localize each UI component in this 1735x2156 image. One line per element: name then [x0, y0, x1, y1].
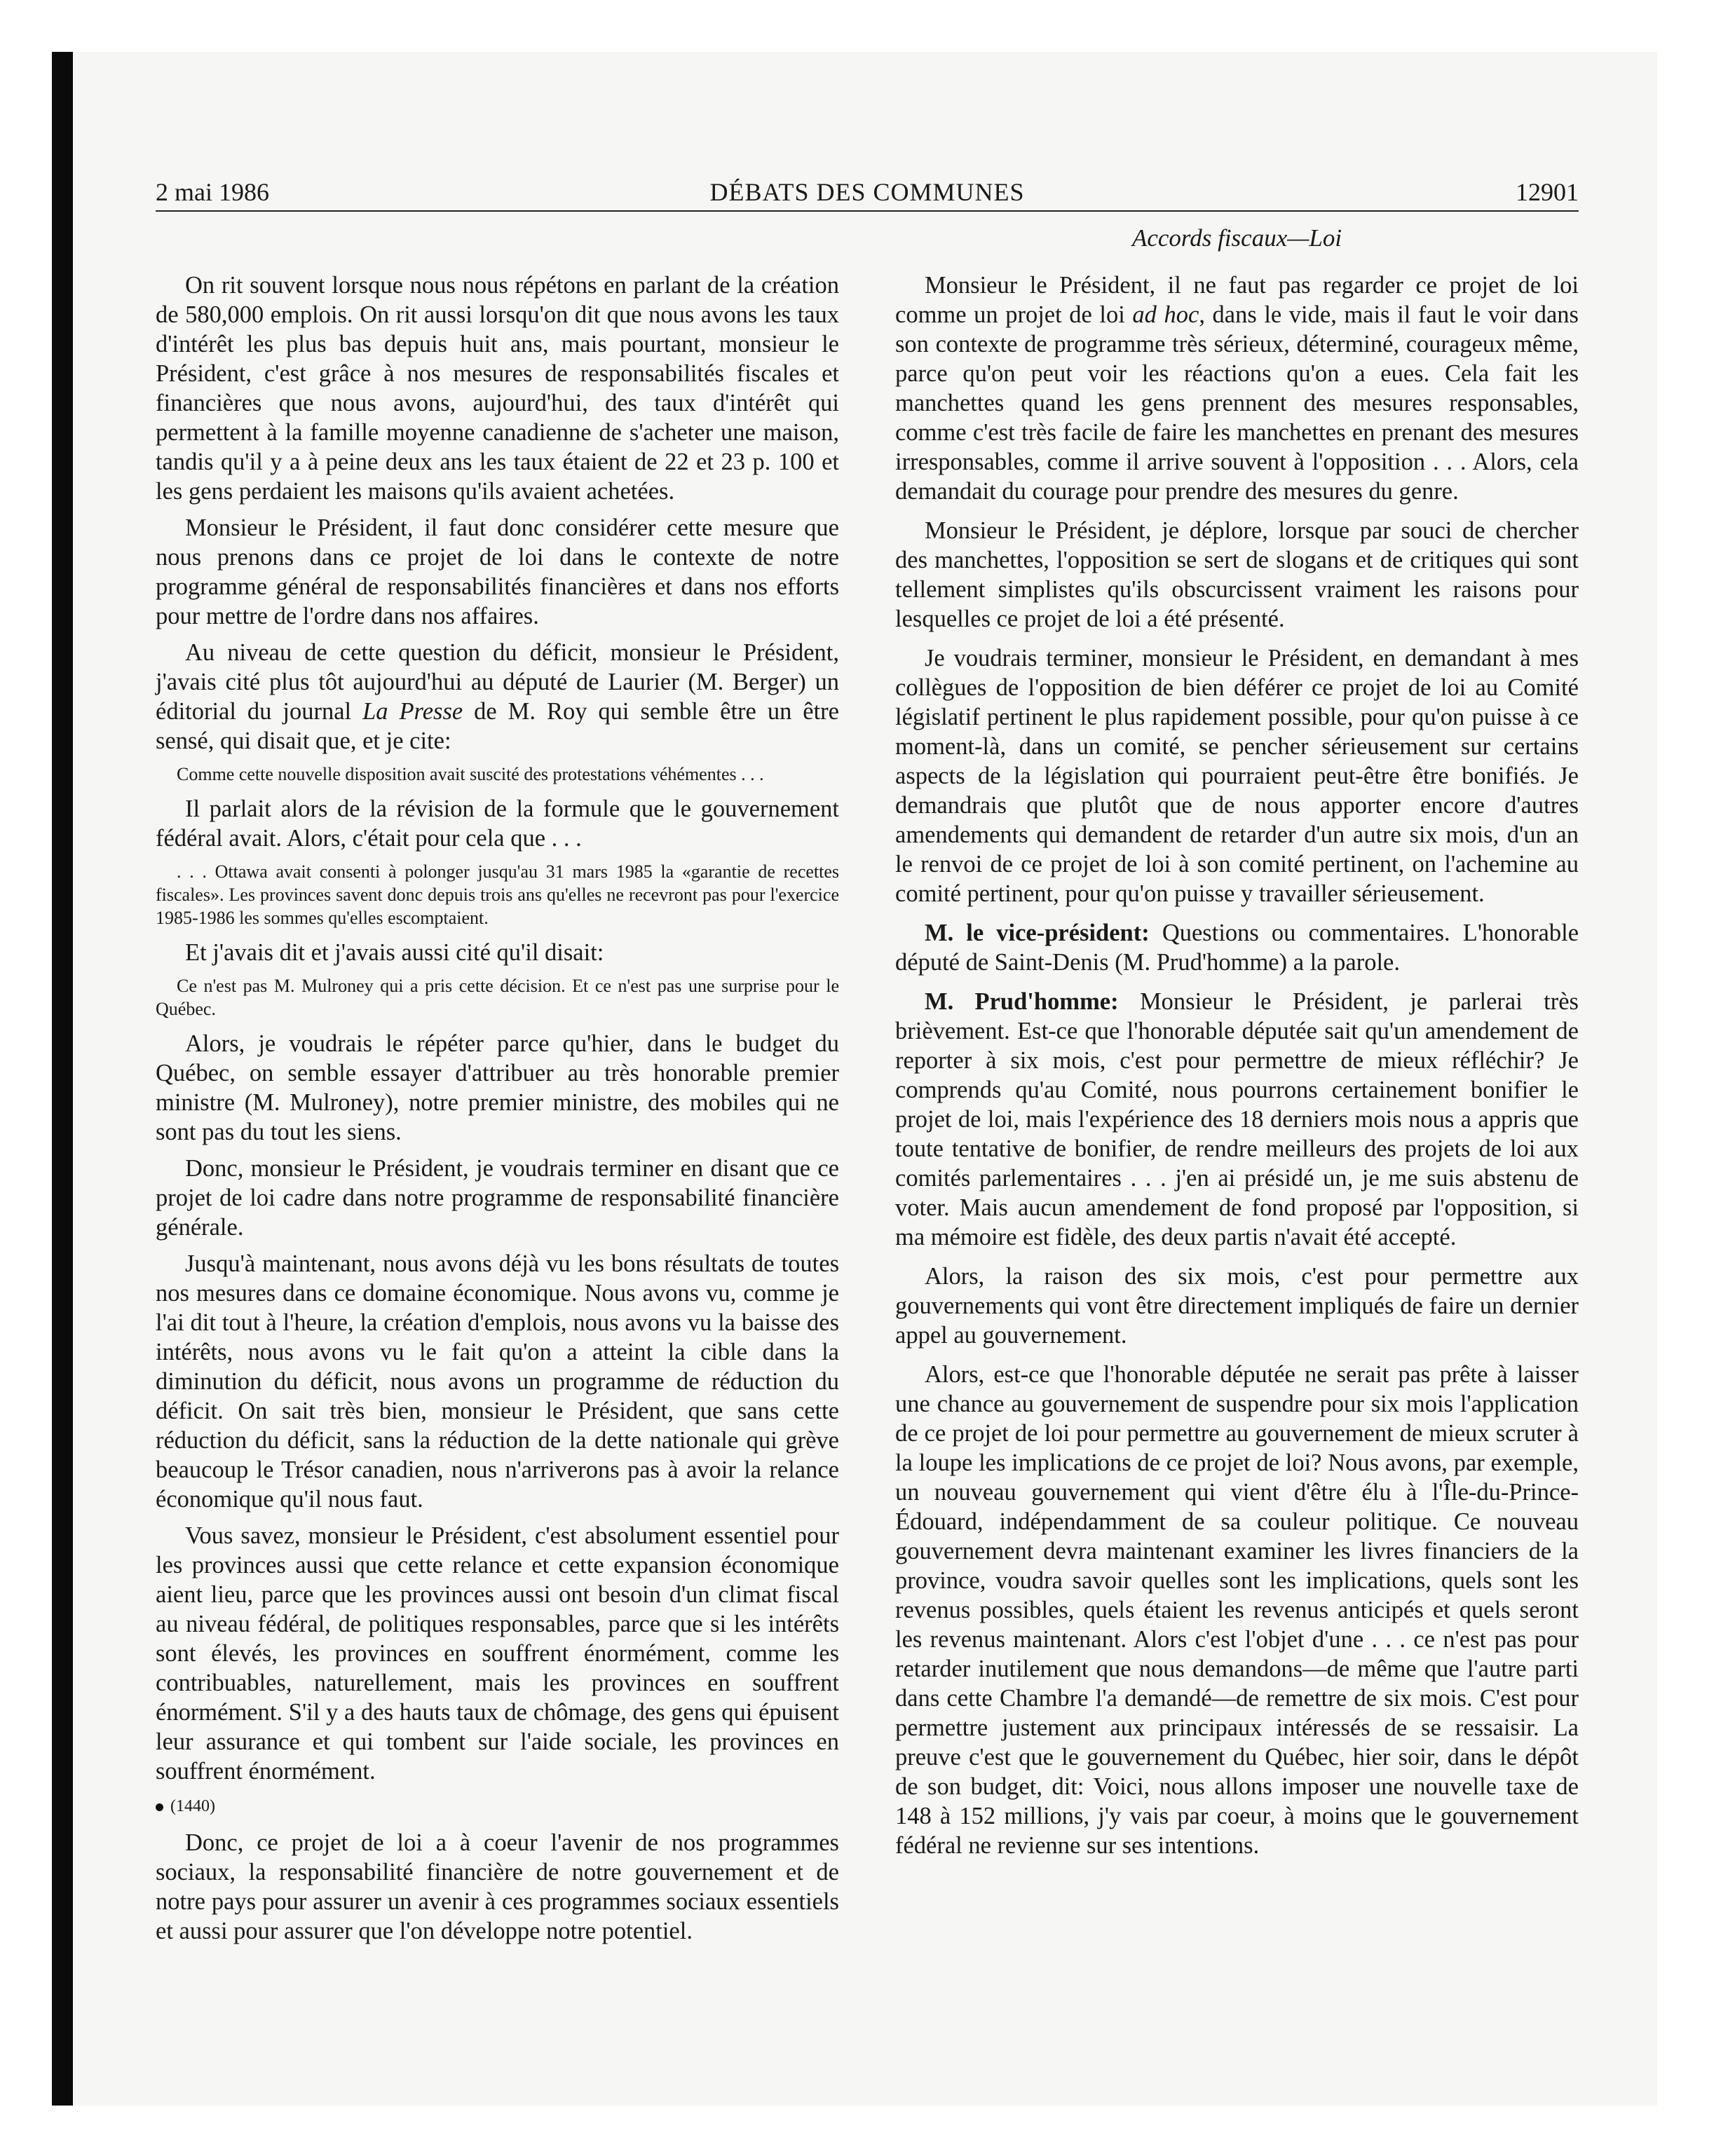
header-date: 2 mai 1986 — [156, 178, 269, 206]
paragraph: Il parlait alors de la révision de la formule que le gouvernement fédéral avait. Alors, c'était pour cela que . . . — [156, 796, 839, 852]
paragraph: Et j'avais dit et j'avais aussi cité qu'il disait: — [185, 939, 604, 966]
paragraph: On rit souvent lorsque nous nous répétons en parlant de la création de 580,000 emplois. On rit aussi lorsqu'on dit que nous avons les taux d'intérêt les plus bas depuis huit ans, mais pourtant, monsieur le Président, c'est grâce à nos mesures de responsabilités fiscales et financières que nous avons, aujourd'hui, des taux d'intérêt qui permettent à la famille moyenne canadienne de s'acheter une maison, tandis qu'il y a à peine deux ans les taux étaient de 22 et 23 p. 100 et les gens perdaient les maisons qu'ils avaient achetées. — [156, 272, 839, 505]
right-column — [895, 271, 1579, 1867]
speaker-paragraph: M. Prud'homme: Monsieur le Président, je parlerai très brièvement. Est-ce que l'honorable députée sait qu'un amendement de reporter à six mois, c'est pour permettre de mieux réfléchir? Je comprends qu'au Comité, nous pourrons certainement bonifier le projet de loi, mais l'expérience des 18 derniers mois nous a appris que toute tentative de bonifier, de rendre meilleurs des projets de loi aux comités parlementaires . . . j'en ai présidé un, je me suis abstenu de voter. Mais aucun amendement de fond proposé par l'opposition, si ma mémoire est fidèle, des deux partis n'avait été accepté. — [895, 988, 1579, 1250]
paragraph: Je voudrais terminer, monsieur le Président, en demandant à mes collègues de l'opposition de bien déférer ce projet de loi au Comité législatif pertinent le plus rapidement possible, pour qu'on puisse à ce moment-là, dans un comité, se pencher sérieusement sur certains aspects de la législation qui pourraient peut-être être bonifiés. Je demandrais que plutôt que de nous apporter encore d'autres amendements qui demandent de retarder d'un autre six mois, d'un an le renvoi de ce projet de loi à son comité pertinent, on l'achemine au comité pertinent, pour qu'on puisse y travailler sérieusement. — [895, 645, 1579, 907]
left-column — [156, 271, 839, 1953]
paragraph: Monsieur le Président, je déplore, lorsque par souci de chercher des manchettes, l'opposition se sert de slogans et de critiques qui sont tellement simplistes qu'ils obscurcissent vraiment les raisons pour lesquelles ce projet de loi a été présenté. — [895, 517, 1579, 632]
bullet-icon — [156, 1803, 163, 1811]
paragraph: Donc, ce projet de loi a à coeur l'avenir de nos programmes sociaux, la responsabilité financière de notre gouvernement et de notre pays pour assurer un avenir à ces programmes sociaux essentiels et aussi pour assurer que l'on développe notre potentiel. — [156, 1829, 839, 1944]
paragraph: Jusqu'à maintenant, nous avons déjà vu les bons résultats de toutes nos mesures dans ce domaine économique. Nous avons vu, comme je l'ai dit tout à l'heure, la création d'emplois, nous avons vu la baisse des intérêts, nous avons vu le fait qu'on a atteint la cible dans la diminution du déficit, nous avons un programme de réduction du déficit. On sait très bien, monsieur le Président, que sans cette réduction du déficit, sans la réduction de la dette nationale qui grève beaucoup le Trésor canadien, nous n'arriverons pas à avoir la relance économique qu'il nous faut. — [156, 1250, 839, 1513]
paragraph: Au niveau de cette question du déficit, monsieur le Président, j'avais cité plus tôt aujourd'hui au député de Laurier (M. Berger) un éditorial du journal La Presse de M. Roy qui semble être un être sensé, qui disait que, et je cite: — [156, 639, 839, 754]
paragraph: Vous savez, monsieur le Président, c'est absolument essentiel pour les provinces aussi que cette relance et cette expansion économique aient lieu, parce que les provinces aussi ont besoin d'un climat fiscal au niveau fédéral, de politiques responsables, parce que si les intérêts sont élevés, les provinces en souffrent énormément, comme les contribuables, naturellement, mais les provinces en souffrent énormément. S'il y a des hauts taux de chômage, des gens qui épuisent leur assurance et qui tombent sur l'aide sociale, les provinces en souffrent énormément. — [156, 1522, 839, 1785]
header-page-number: 12901 — [1516, 178, 1579, 206]
block-quote: Ce n'est pas M. Mulroney qui a pris cette décision. Et ce n'est pas une surprise pour le Québec. — [156, 976, 839, 1019]
speaker-name: M. le vice-président: — [925, 920, 1150, 946]
subject-title: Accords fiscaux—Loi — [1131, 224, 1342, 252]
scan-edge — [52, 52, 73, 2106]
paragraph: Monsieur le Président, il ne faut pas regarder ce projet de loi comme un projet de loi ad hoc, dans le vide, mais il faut le voir dans son contexte de programme très sérieux, déterminé, courageux même, parce qu'on peut voir les réactions qu'on a eues. Cela fait les manchettes quand les gens prennent des mesures responsables, comme c'est très facile de faire les manchettes en prenant des mesures irresponsables, comme il arrive souvent à l'opposition . . . Alors, cela demandait du courage pour prendre des mesures du genre. — [895, 272, 1579, 505]
paragraph: Monsieur le Président, il faut donc considérer cette mesure que nous prenons dans ce projet de loi dans le contexte de notre programme général de responsabilités financières et dans nos efforts pour mettre de l'ordre dans nos affaires. — [156, 514, 839, 629]
block-quote: . . . Ottawa avait consenti à polonger jusqu'au 31 mars 1985 la «garantie de recettes fiscales». Les provinces savent donc depuis trois ans qu'elles ne recevront pas pour l'exercice 1985-1986 les sommes qu'elles escomptaient. — [156, 861, 839, 928]
block-quote: Comme cette nouvelle disposition avait suscité des protestations véhémentes . . . — [177, 764, 764, 784]
time-marker: (1440) — [156, 1796, 839, 1817]
paragraph: Donc, monsieur le Président, je voudrais terminer en disant que ce projet de loi cadre dans notre programme de responsabilité financière générale. — [156, 1155, 839, 1241]
paragraph: Alors, la raison des six mois, c'est pour permettre aux gouvernements qui vont être directement impliqués de faire un dernier appel au gouvernement. — [895, 1263, 1579, 1349]
header-title: DÉBATS DES COMMUNES — [709, 178, 1025, 206]
speaker-paragraph: M. le vice-président: Questions ou commentaires. L'honorable député de Saint-Denis (M. Prud'homme) a la parole. — [895, 920, 1579, 976]
speaker-name: M. Prud'homme: — [925, 988, 1119, 1015]
paragraph: Alors, est-ce que l'honorable députée ne serait pas prête à laisser une chance au gouvernement de suspendre pour six mois l'application de ce projet de loi pour permettre au gouvernement de mieux scruter à la loupe les implications de ce projet de loi? Nous avons, par exemple, un nouveau gouvernement qui vient d'être élu à l'Île-du-Prince-Édouard, indépendamment de sa couleur politique. Ce nouveau gouvernement devra maintenant examiner les livres financiers de la province, voudra savoir quelles sont les implications, quels sont les revenus possibles, quels étaient les revenus anticipés et quels seront les revenus maintenant. Alors c'est l'objet d'une . . . ce n'est pas pour retarder inutilement que nous demandons—de même que l'autre parti dans cette Chambre l'a demandé—de remettre de six mois. C'est pour permettre justement aux principaux intéressés de se ressaisir. La preuve c'est que le gouvernement du Québec, hier soir, dans le dépôt de son budget, dit: Voici, nous allons imposer une nouvelle taxe de 148 à 152 millions, j'y vais par coeur, à moins que le gouvernement fédéral ne revienne sur ses intentions. — [895, 1361, 1579, 1859]
page-header — [156, 174, 1579, 212]
paragraph: Alors, je voudrais le répéter parce qu'hier, dans le budget du Québec, on semble essayer d'attribuer au très honorable premier ministre (M. Mulroney), notre premier ministre, des mobiles qui ne sont pas du tout les siens. — [156, 1030, 839, 1145]
